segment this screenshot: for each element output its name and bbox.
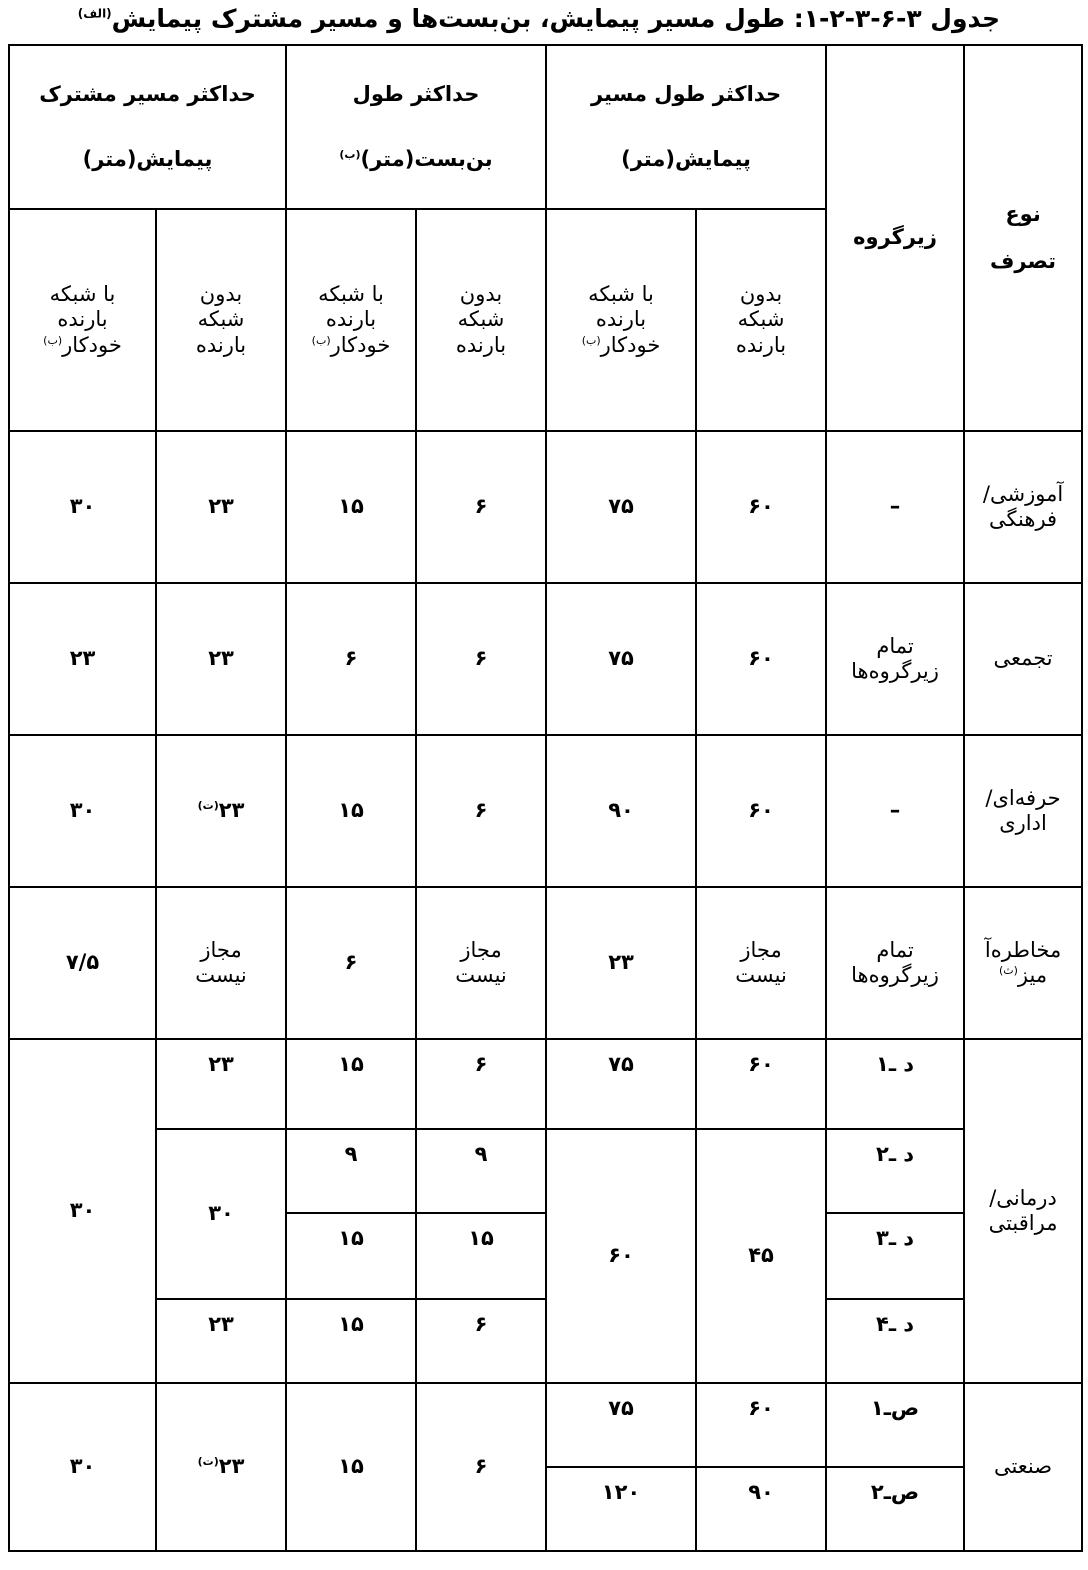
table-row-care-d1 [9, 1039, 1082, 1129]
value-cell: ۶۰ [546, 1129, 696, 1383]
value-cell: ۳۰ [9, 1383, 156, 1551]
table-title-footnote: (الف) [77, 6, 112, 21]
value-cell: ۷۵ [546, 431, 696, 583]
header-subgroup: زیرگروه [826, 45, 964, 431]
value-cell: ۶ [416, 1299, 546, 1383]
value-cell: ۲۳ [9, 583, 156, 735]
header-travel-with-sprinkler: با شبکه بارنده خودکار$^{(ب)}$ [546, 209, 696, 431]
value-cell: ۳۰ [9, 1039, 156, 1383]
value-cell: ۶۰ [696, 431, 826, 583]
value-cell: ۶ [286, 583, 416, 735]
value-cell: ۶ [416, 583, 546, 735]
value-cell: ۶ [416, 1039, 546, 1129]
header-travel-distance: حداکثر طول مسیر پیمایش(متر) [546, 45, 826, 209]
value-cell: ۲۳ [156, 1299, 286, 1383]
value-cell: ۷۵ [546, 583, 696, 735]
value-cell: ۳۰ [9, 735, 156, 887]
table-row-educational [9, 431, 1082, 583]
value-cell: $۲۳^{(ت)}$ [156, 1383, 286, 1551]
header-travel-no-sprinkler: بدون شبکه بارنده [696, 209, 826, 431]
value-cell: ۶۰ [696, 1383, 826, 1467]
table-row-care-d2 [9, 1129, 1082, 1213]
table-title-text: جدول ۳-۶-۳-۲-۱: طول مسیر پیمایش، بن‌بست‌ها و مسیر مشترک پیمایش [111, 4, 1000, 33]
value-cell: ۹ [416, 1129, 546, 1213]
table-row-industrial-s1 [9, 1383, 1082, 1467]
subgroup-cell: – [826, 735, 964, 887]
usage-type-cell: تجمعی [964, 583, 1082, 735]
value-cell: ۱۲۰ [546, 1467, 696, 1551]
subgroup-cell: تمام زیرگروه‌ها [826, 887, 964, 1039]
value-cell: ۶ [416, 431, 546, 583]
value-cell: ۹ [286, 1129, 416, 1213]
value-cell: مجاز نیست [696, 887, 826, 1039]
value-cell: ۹۰ [696, 1467, 826, 1551]
table-row-office [9, 735, 1082, 887]
subgroup-cell: د ـ۳ [826, 1213, 964, 1299]
usage-type-cell: آموزشی/ فرهنگی [964, 431, 1082, 583]
value-cell: ۱۵ [286, 1039, 416, 1129]
value-cell: ۶ [416, 1383, 546, 1551]
value-cell: ۶۰ [696, 735, 826, 887]
value-cell: مجاز نیست [156, 887, 286, 1039]
value-cell: ۹۰ [546, 735, 696, 887]
header-deadend-with-sprinkler: با شبکه بارنده خودکار$^{(ب)}$ [286, 209, 416, 431]
value-cell: ۳۰ [156, 1129, 286, 1299]
header-deadend-no-sprinkler: بدون شبکه بارنده [416, 209, 546, 431]
subgroup-cell: د ـ۲ [826, 1129, 964, 1213]
table-row-hazardous [9, 887, 1082, 1039]
value-cell: ۶ [416, 735, 546, 887]
table-title [0, 2, 1000, 36]
usage-type-cell: حرفه‌ای/ اداری [964, 735, 1082, 887]
value-cell: ۲۳ [156, 431, 286, 583]
value-cell: ۱۵ [416, 1213, 546, 1299]
value-cell: ۳۰ [9, 431, 156, 583]
usage-type-cell: مخاطره‌آ میز$^{(ث)}$ [964, 887, 1082, 1039]
value-cell: ۶۰ [696, 583, 826, 735]
table-row-care-d4 [9, 1299, 1082, 1383]
value-cell: ۱۵ [286, 1299, 416, 1383]
subgroup-cell: تمام زیرگروه‌ها [826, 583, 964, 735]
value-cell: ۴۵ [696, 1129, 826, 1383]
header-usage-type: نوع تصرف [964, 45, 1082, 431]
value-cell: مجاز نیست [416, 887, 546, 1039]
value-cell: ۷۵ [546, 1039, 696, 1129]
value-cell: ۲۳ [156, 1039, 286, 1129]
value-cell: ۲۳ [156, 583, 286, 735]
table-row-assembly [9, 583, 1082, 735]
header-common-no-sprinkler: بدون شبکه بارنده [156, 209, 286, 431]
value-cell: $۲۳^{(ت)}$ [156, 735, 286, 887]
header-common-path: حداکثر مسیر مشترک پیمایش(متر) [9, 45, 286, 209]
value-cell: ۱۵ [286, 1383, 416, 1551]
subgroup-cell: ص‌ـ۲ [826, 1467, 964, 1551]
header-common-with-sprinkler: با شبکه بارنده خودکار$^{(ب)}$ [9, 209, 156, 431]
subgroup-cell: د ـ۴ [826, 1299, 964, 1383]
egress-table [8, 44, 1083, 1552]
value-cell: ۱۵ [286, 735, 416, 887]
value-cell: ۷/۵ [9, 887, 156, 1039]
value-cell: ۶ [286, 887, 416, 1039]
subgroup-cell: ص‌ـ۱ [826, 1383, 964, 1467]
value-cell: ۱۵ [286, 1213, 416, 1299]
value-cell: ۲۳ [546, 887, 696, 1039]
usage-type-cell: صنعتی [964, 1383, 1082, 1551]
value-cell: ۷۵ [546, 1383, 696, 1467]
value-cell: ۱۵ [286, 431, 416, 583]
header-dead-end: حداکثر طول بن‌بست(متر)$^{(ب)}$ [286, 45, 546, 209]
value-cell: ۶۰ [696, 1039, 826, 1129]
subgroup-cell: د ـ۱ [826, 1039, 964, 1129]
header-row-1 [9, 45, 1082, 209]
subgroup-cell: – [826, 431, 964, 583]
usage-type-cell: درمانی/ مراقبتی [964, 1039, 1082, 1383]
